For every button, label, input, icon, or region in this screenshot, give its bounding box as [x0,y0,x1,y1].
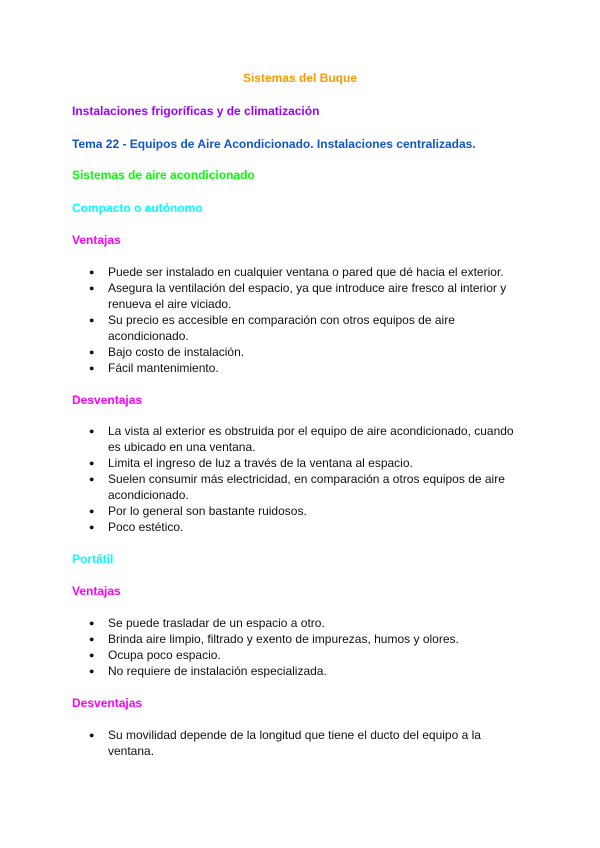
list-item: ● Se puede trasladar de un espacio a otro. [72,615,522,631]
compacto-ventajas-heading: Ventajas [72,233,121,247]
list-item: ● Por lo general son bastante ruidosos. [72,503,522,519]
portatil-desventajas-heading: Desventajas [72,696,143,710]
portatil-desventajas-list [72,727,522,759]
list-item: ● Fácil mantenimiento. [72,360,522,376]
compacto-heading: Compacto o autónomo [72,201,203,215]
list-item: ● No requiere de instalación especializada. [72,663,522,679]
subsection-heading: Sistemas de aire acondicionado [72,168,255,182]
portatil-ventajas-list [72,615,522,679]
list-item: ● Su movilidad depende de la longitud que tiene el ducto del equipo a la ventana. [72,727,522,759]
list-item: ● Ocupa poco espacio. [72,647,522,663]
list-item: ● Limita el ingreso de luz a través de la ventana al espacio. [72,455,522,471]
portatil-heading: Portátil [72,552,114,566]
compacto-desventajas-list [72,423,522,535]
topic-heading: Tema 22 - Equipos de Aire Acondicionado. Instalaciones centralizadas. [72,137,476,151]
list-item: ● La vista al exterior es obstruida por el equipo de aire acondicionado, cuando es ubicado en una ventana. [72,423,522,455]
section-heading: Instalaciones frigoríficas y de climatización [72,104,320,118]
document-title: Sistemas del Buque [242,71,358,85]
list-item: ● Asegura la ventilación del espacio, ya que introduce aire fresco al interior y renueva el aire viciado. [72,280,522,312]
list-item: ● Brinda aire limpio, filtrado y exento de impurezas, humos y olores. [72,631,522,647]
list-item: ● Su precio es accesible en comparación con otros equipos de aire acondicionado. [72,312,522,344]
portatil-ventajas-heading: Ventajas [72,584,121,598]
list-item: ● Suelen consumir más electricidad, en comparación a otros equipos de aire acondicionado. [72,471,522,503]
list-item: ● Poco estético. [72,519,522,535]
list-item: ● Bajo costo de instalación. [72,344,522,360]
list-item: ● Puede ser instalado en cualquier ventana o pared que dé hacia el exterior. [72,264,522,280]
compacto-desventajas-heading: Desventajas [72,393,143,407]
compacto-ventajas-list [72,264,522,376]
